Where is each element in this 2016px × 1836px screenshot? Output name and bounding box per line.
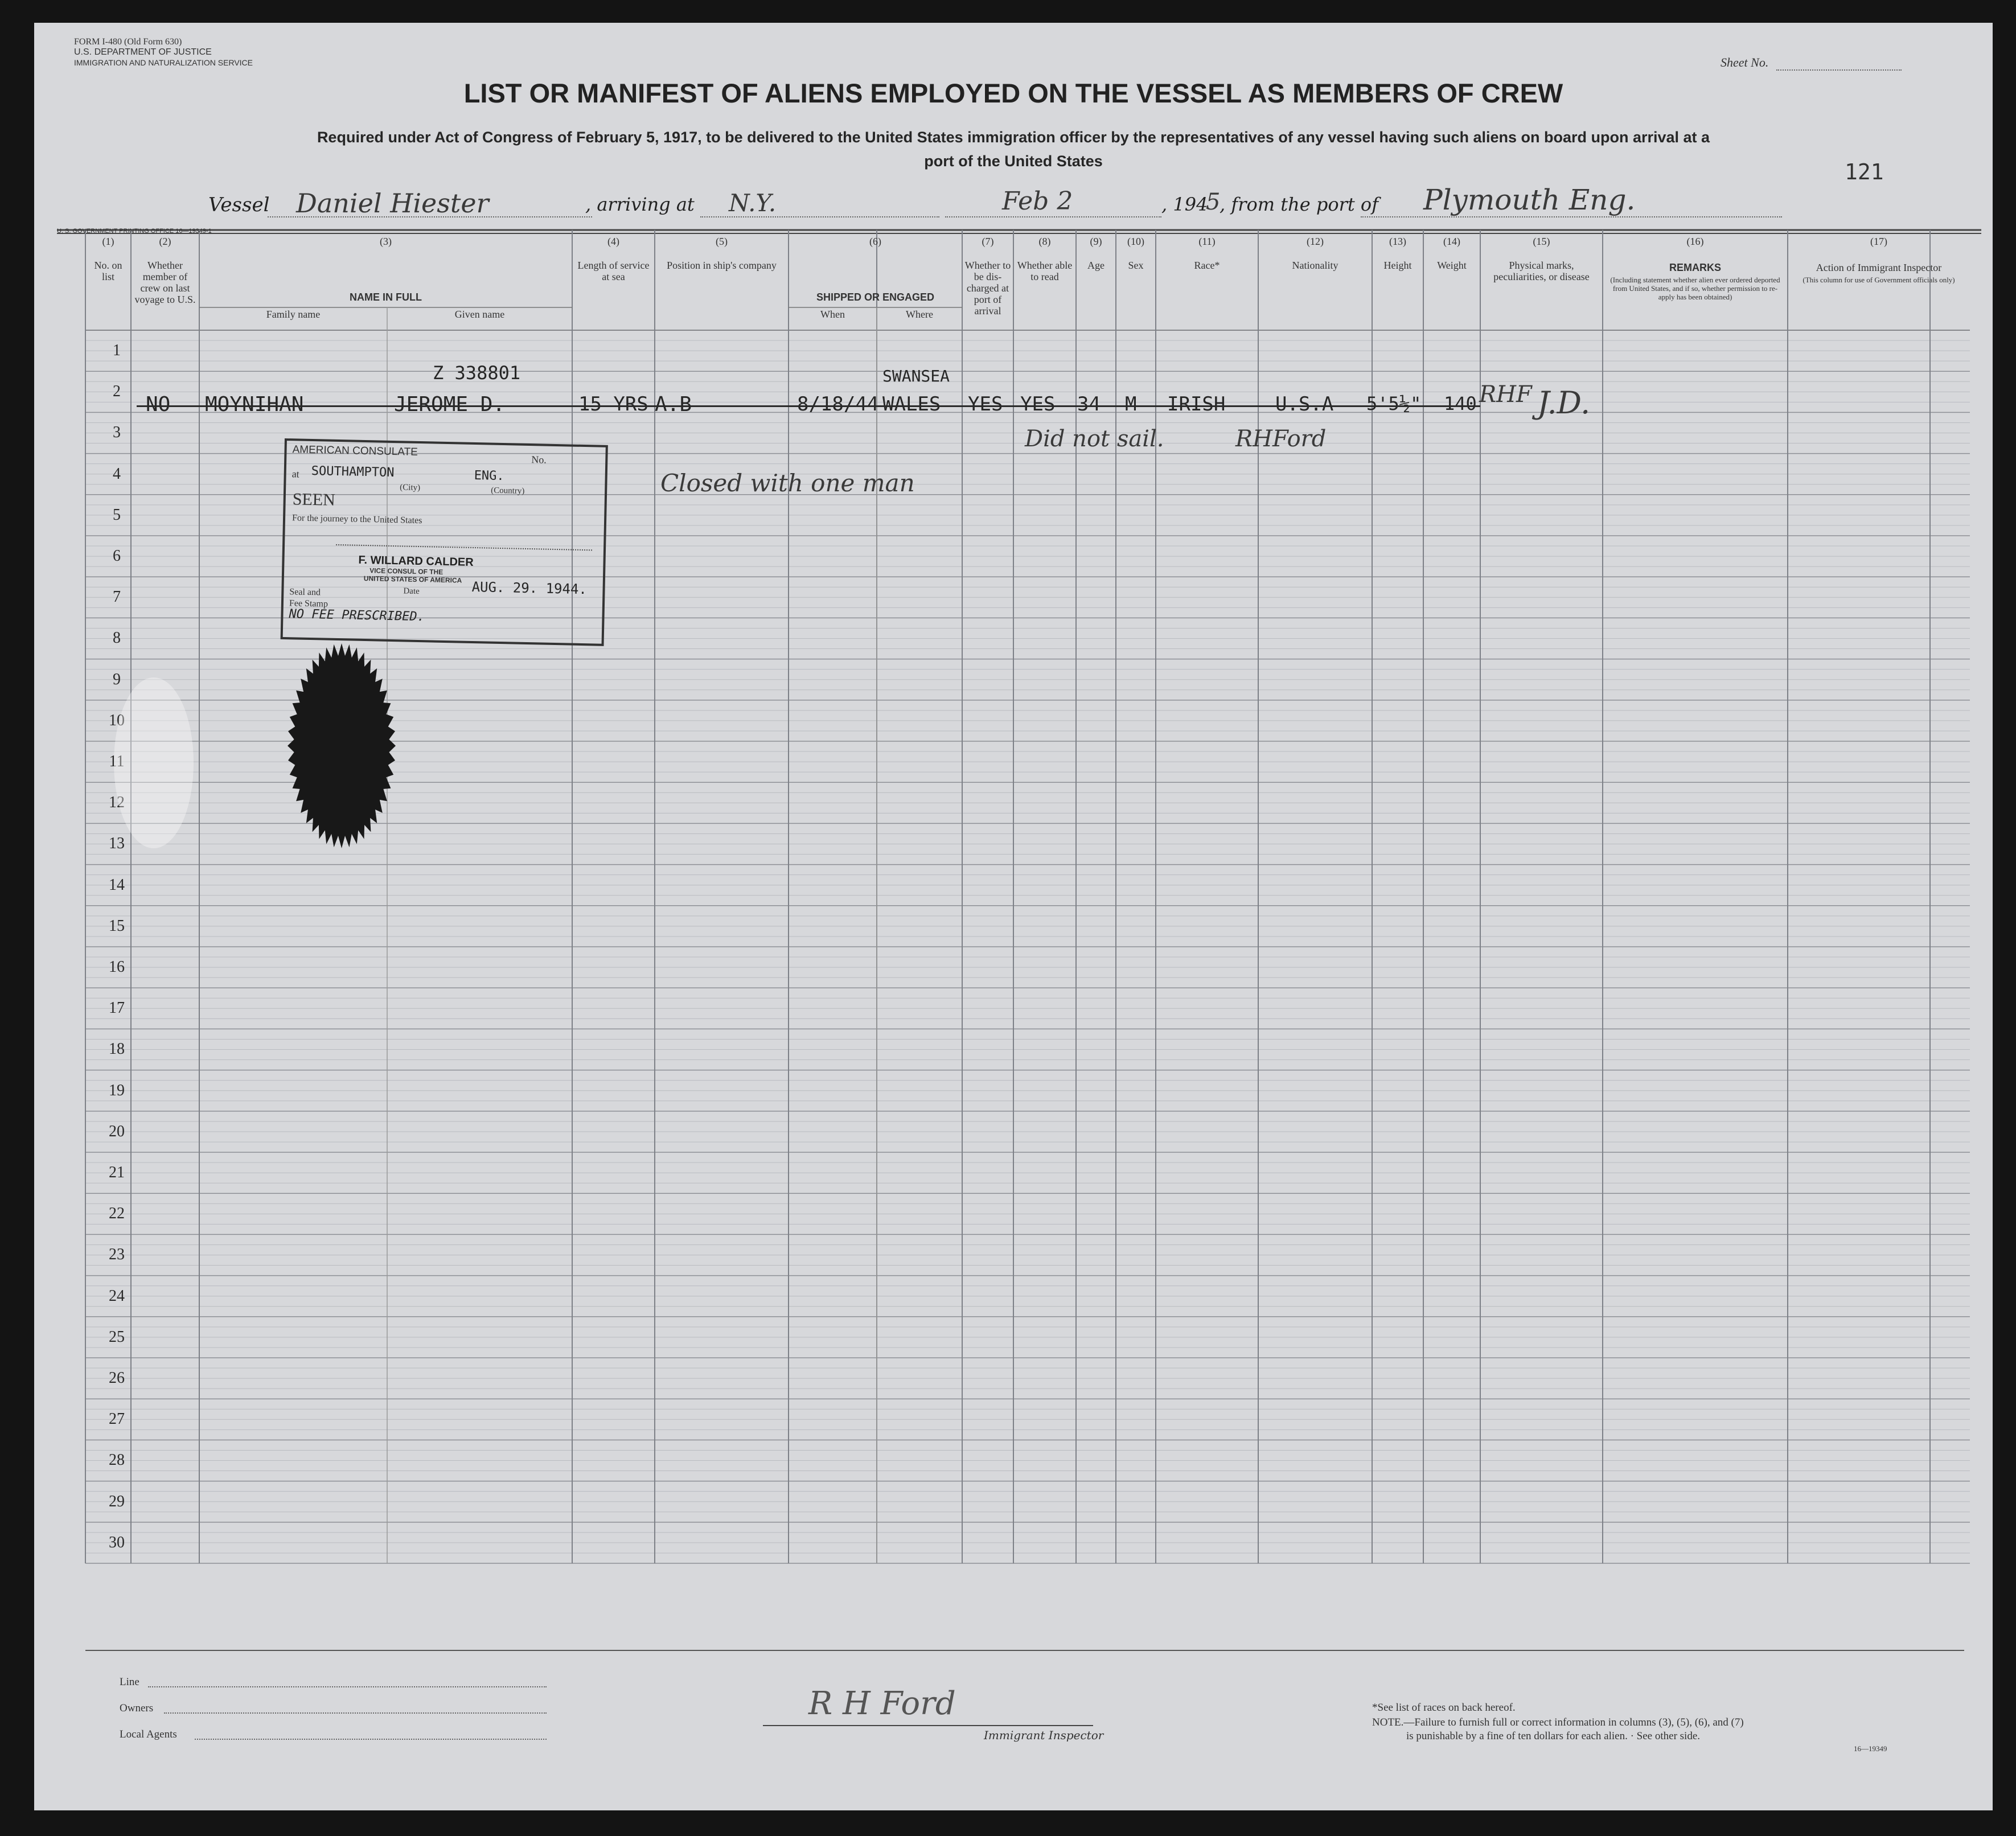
column-label-8: Whether able to read <box>1017 260 1073 282</box>
cert-number: Z 338801 <box>433 362 521 384</box>
stamp-city: SOUTHAMPTON <box>311 463 395 480</box>
footer-divider <box>85 1650 1964 1651</box>
column-note-16: (Including statement whether alien ever ordered deported from United States, and if so, whether permission to re-apply has been obtained) <box>1610 276 1780 301</box>
row-number: 18 <box>109 1040 125 1058</box>
row-2-initials: RHFord <box>1235 426 1327 452</box>
stamp-seal-label: Seal and <box>289 587 321 598</box>
nationality-value: U.S.A <box>1275 393 1334 416</box>
printing-office-line: U. S. GOVERNMENT PRINTING OFFICE 16—19349-1 <box>57 228 212 235</box>
races-note: *See list of races on back hereof. <box>1372 1702 1516 1714</box>
column-number-11: (11) <box>1198 236 1216 247</box>
inspector-signature: R H Ford <box>808 1685 956 1722</box>
stamp-consul-title-2: UNITED STATES OF AMERICA <box>363 574 462 585</box>
row-number: 26 <box>109 1369 125 1387</box>
row-2-note: Did not sail. <box>1025 426 1164 452</box>
row-number: 16 <box>109 958 125 976</box>
row-number: 1 <box>113 342 121 359</box>
column-label-7: Whether to be dis-charged at port of arrival <box>964 260 1011 317</box>
discharged-value: YES <box>968 393 1003 416</box>
embossed-seal <box>262 638 421 854</box>
column-number-10: (10) <box>1127 236 1144 247</box>
stamp-fee: NO FEE PRESCRIBED. <box>289 607 425 625</box>
from-port: Plymouth Eng. <box>1423 183 1636 216</box>
service-name: IMMIGRATION AND NATURALIZATION SERVICE <box>74 58 253 67</box>
row-number: 8 <box>113 629 121 647</box>
column-label-14: Weight <box>1437 260 1467 271</box>
shipped-where-value: WALES <box>882 393 941 416</box>
stamp-title: AMERICAN CONSULATE <box>292 443 418 458</box>
row-number: 22 <box>109 1205 125 1223</box>
column-number-2: (2) <box>159 236 171 247</box>
column-label-2: Whether member of crew on last voyage to U.S. <box>134 260 196 305</box>
row-3-note: Closed with one man <box>660 469 915 497</box>
column-sublabel-6-2: Where <box>906 309 933 320</box>
column-number-15: (15) <box>1533 236 1550 247</box>
column-label-5: Position in ship's company <box>667 260 777 271</box>
row-number: 2 <box>113 383 121 401</box>
seal-shadow <box>114 677 194 848</box>
department-name: U.S. DEPARTMENT OF JUSTICE <box>74 47 212 57</box>
arriving-port: N.Y. <box>729 189 777 217</box>
row-number: 12 <box>109 794 125 812</box>
owners-field <box>164 1712 547 1714</box>
row-number: 14 <box>109 876 125 894</box>
column-number-17: (17) <box>1870 236 1887 247</box>
position-value: A.B <box>655 393 692 416</box>
row-number: 15 <box>109 917 125 935</box>
column-number-9: (9) <box>1090 236 1102 247</box>
stamp-consul-title-1: VICE CONSUL OF THE <box>369 566 444 576</box>
row-number: 3 <box>113 424 121 442</box>
column-sublabel-3-1: Family name <box>266 309 321 320</box>
weight-value: 140 <box>1444 393 1477 414</box>
inspector-initials: RHF <box>1479 381 1532 408</box>
row-number: 17 <box>109 999 125 1017</box>
row-1-strikethrough <box>137 405 1480 407</box>
manifest-sheet <box>34 23 1993 1810</box>
owners-label: Owners <box>120 1702 154 1714</box>
row-number: 30 <box>109 1533 125 1551</box>
line-label: Line <box>120 1676 139 1688</box>
column-label-16: REMARKS <box>1669 262 1721 273</box>
column-label-12: Nationality <box>1292 260 1338 271</box>
column-label-13: Height <box>1383 260 1412 271</box>
consulate-stamp <box>281 438 608 646</box>
sheet-number-field <box>1776 69 1902 71</box>
stamp-date: AUG. 29. 1944. <box>471 578 588 598</box>
form-code: 16—19349 <box>1854 1744 1887 1753</box>
stamp-no-label: No. <box>531 454 547 466</box>
row-number: 23 <box>109 1246 125 1264</box>
column-number-1: (1) <box>102 236 114 247</box>
stamp-country: ENG. <box>474 468 504 484</box>
height-value: 5'5½" <box>1366 393 1422 414</box>
column-sublabel-6-1: When <box>820 309 845 320</box>
vessel-label: Vessel <box>208 194 270 216</box>
column-number-8: (8) <box>1038 236 1051 247</box>
sheet-number-label: Sheet No. <box>1721 55 1769 69</box>
row-number: 4 <box>113 465 121 483</box>
family-name-value: MOYNIHAN <box>205 393 304 416</box>
column-label-11: Race* <box>1194 260 1220 271</box>
from-port-label: , from the port of <box>1220 194 1379 215</box>
row-number: 20 <box>109 1122 125 1140</box>
row-number: 5 <box>113 506 121 524</box>
row-number: 21 <box>109 1164 125 1181</box>
race-value: IRISH <box>1167 393 1226 416</box>
column-label-15: Physical marks, peculiarities, or disease <box>1493 260 1590 282</box>
subtitle-line-2: port of the United States <box>924 153 1103 170</box>
column-number-4: (4) <box>607 236 619 247</box>
stamp-city-label: (City) <box>400 483 421 493</box>
stamp-at-label: at <box>291 468 299 480</box>
inspector-label: Immigrant Inspector <box>984 1728 1104 1742</box>
column-number-7: (7) <box>982 236 994 247</box>
local-agents-label: Local Agents <box>120 1728 177 1740</box>
row-number: 27 <box>109 1410 125 1428</box>
stamp-country-label: (Country) <box>490 486 525 496</box>
able-to-read-value: YES <box>1020 393 1056 416</box>
stamp-seen: SEEN <box>292 490 336 510</box>
page-title: LIST OR MANIFEST OF ALIENS EMPLOYED ON THE VESSEL AS MEMBERS OF CREW <box>463 78 1563 108</box>
column-label-1: No. on list <box>94 260 122 282</box>
inspector-action: J.D. <box>1537 385 1591 421</box>
stamp-signature-line <box>336 544 592 551</box>
row-number: 29 <box>109 1492 125 1510</box>
column-number-13: (13) <box>1389 236 1406 247</box>
year-digit: 5 <box>1206 189 1221 215</box>
service-value: 15 YRS <box>578 393 648 416</box>
column-label-4: Length of service at sea <box>577 260 650 282</box>
column-label-6: SHIPPED OR ENGAGED <box>816 291 935 303</box>
line-field <box>148 1686 547 1687</box>
column-note-17: (This column for use of Government officials only) <box>1803 276 1955 284</box>
column-label-10: Sex <box>1128 260 1144 271</box>
local-agents-field <box>195 1739 547 1740</box>
stamp-date-label: Date <box>403 586 420 597</box>
row-number: 28 <box>109 1451 125 1469</box>
column-number-16: (16) <box>1686 236 1704 247</box>
column-number-14: (14) <box>1443 236 1460 247</box>
inspector-signature-line <box>763 1725 1093 1726</box>
row-number: 19 <box>109 1081 125 1099</box>
column-label-17: Action of Immigrant Inspector <box>1816 262 1942 273</box>
age-value: 34 <box>1077 393 1101 416</box>
column-number-3: (3) <box>380 236 392 247</box>
arrival-date: Feb 2 <box>1002 187 1073 216</box>
page-number: 121 <box>1845 159 1884 184</box>
column-number-5: (5) <box>716 236 728 247</box>
given-name-value: JEROME D. <box>394 393 506 416</box>
row-number: 24 <box>109 1287 125 1305</box>
column-number-12: (12) <box>1307 236 1324 247</box>
penalty-note-2: is punishable by a fine of ten dollars for each alien. · See other side. <box>1406 1730 1700 1742</box>
column-label-9: Age <box>1087 260 1105 271</box>
penalty-note-1: NOTE.—Failure to furnish full or correct information in columns (3), (5), (6), and (7) <box>1372 1716 1744 1728</box>
subtitle-line-1: Required under Act of Congress of February 5, 1917, to be delivered to the United States immigration officer by the representatives of any vessel having such aliens on board upon arrival at a <box>317 129 1710 146</box>
row-number: 6 <box>113 547 121 565</box>
shipped-where-top: SWANSEA <box>882 367 950 385</box>
shipped-when-value: 8/18/44 <box>797 393 879 416</box>
row-number: 11 <box>109 753 125 770</box>
row-number: 25 <box>109 1328 125 1346</box>
column-label-3: NAME IN FULL <box>350 291 422 303</box>
stamp-journey: For the journey to the United States <box>291 513 422 526</box>
row-number: 10 <box>109 711 125 729</box>
vessel-name: Daniel Hiester <box>296 188 489 219</box>
sex-value: M <box>1125 393 1137 416</box>
row-number: 9 <box>113 670 121 688</box>
column-number-6: (6) <box>869 236 881 247</box>
form-number: FORM I-480 (Old Form 630) <box>74 37 182 47</box>
column-sublabel-3-2: Given name <box>454 309 505 320</box>
row-number: 13 <box>109 835 125 853</box>
arriving-label: , arriving at <box>585 194 695 215</box>
date-field-line <box>945 216 1161 217</box>
last-voyage-value: NO <box>146 393 171 416</box>
stamp-fee-label: Fee Stamp <box>289 598 329 609</box>
from-port-field-line <box>1361 216 1782 217</box>
year-prefix: , 194 <box>1161 194 1208 215</box>
row-number: 7 <box>113 588 121 606</box>
stamp-consul-name: F. WILLARD CALDER <box>358 553 474 569</box>
